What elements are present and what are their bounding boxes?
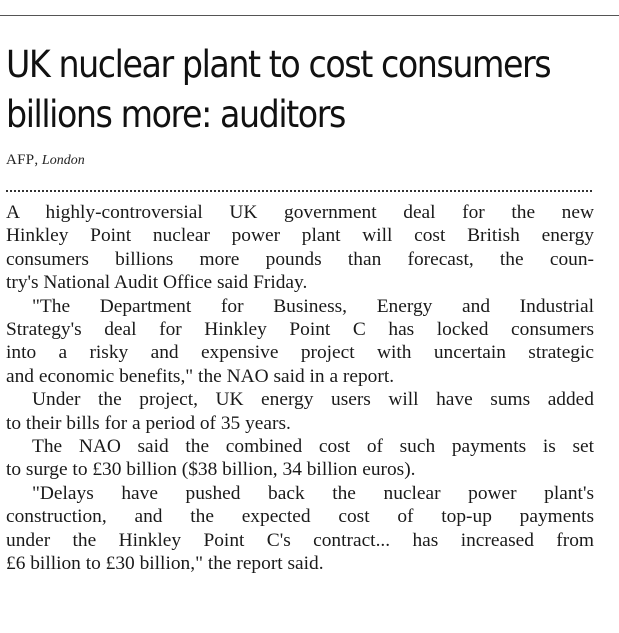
headline xyxy=(6,40,551,140)
article-line: consumers billions more pounds than forecast, the coun- xyxy=(6,248,594,270)
article-line: try's National Audit Office said Friday. xyxy=(6,272,308,294)
article-line: to surge to £30 billion ($38 billion, 34 billion euros). xyxy=(6,459,416,481)
byline xyxy=(6,152,85,169)
article-line: into a risky and expensive project with uncertain strategic xyxy=(6,342,594,364)
dotted-divider xyxy=(6,190,592,192)
article-paragraph xyxy=(6,482,594,576)
article-line: "Delays have pushed back the nuclear power plant's xyxy=(32,482,594,504)
article-body xyxy=(6,201,594,576)
article-line: Strategy's deal for Hinkley Point C has locked consumers xyxy=(6,319,594,341)
article-line: construction, and the expected cost of top-up payments xyxy=(6,506,594,528)
article-line: Hinkley Point nuclear power plant will cost British energy xyxy=(6,225,594,247)
byline-agency: AFP xyxy=(6,152,35,168)
article-paragraph xyxy=(6,201,594,295)
byline-separator: , xyxy=(34,152,42,168)
article-paragraph xyxy=(6,295,594,389)
article-line: A highly-controversial UK government deal for the new xyxy=(6,202,594,223)
article-paragraph xyxy=(6,435,594,482)
article-line: "The Department for Business, Energy and Industrial xyxy=(32,295,594,317)
article-line: under the Hinkley Point C's contract... has increased from xyxy=(6,529,594,551)
top-rule xyxy=(0,15,619,16)
headline-line-1: UK nuclear plant to cost consumers xyxy=(6,43,551,86)
article-line: The NAO said the combined cost of such payments is set xyxy=(32,436,594,458)
byline-location: London xyxy=(41,153,85,168)
article-paragraph xyxy=(6,388,594,435)
headline-line-2: billions more: auditors xyxy=(6,93,345,136)
article-line: and economic benefits," the NAO said in a report. xyxy=(6,365,395,387)
article-line: to their bills for a period of 35 years. xyxy=(6,412,291,434)
article-line: Under the project, UK energy users will have sums added xyxy=(32,389,594,411)
article-line: £6 billion to £30 billion," the report said. xyxy=(6,553,324,575)
